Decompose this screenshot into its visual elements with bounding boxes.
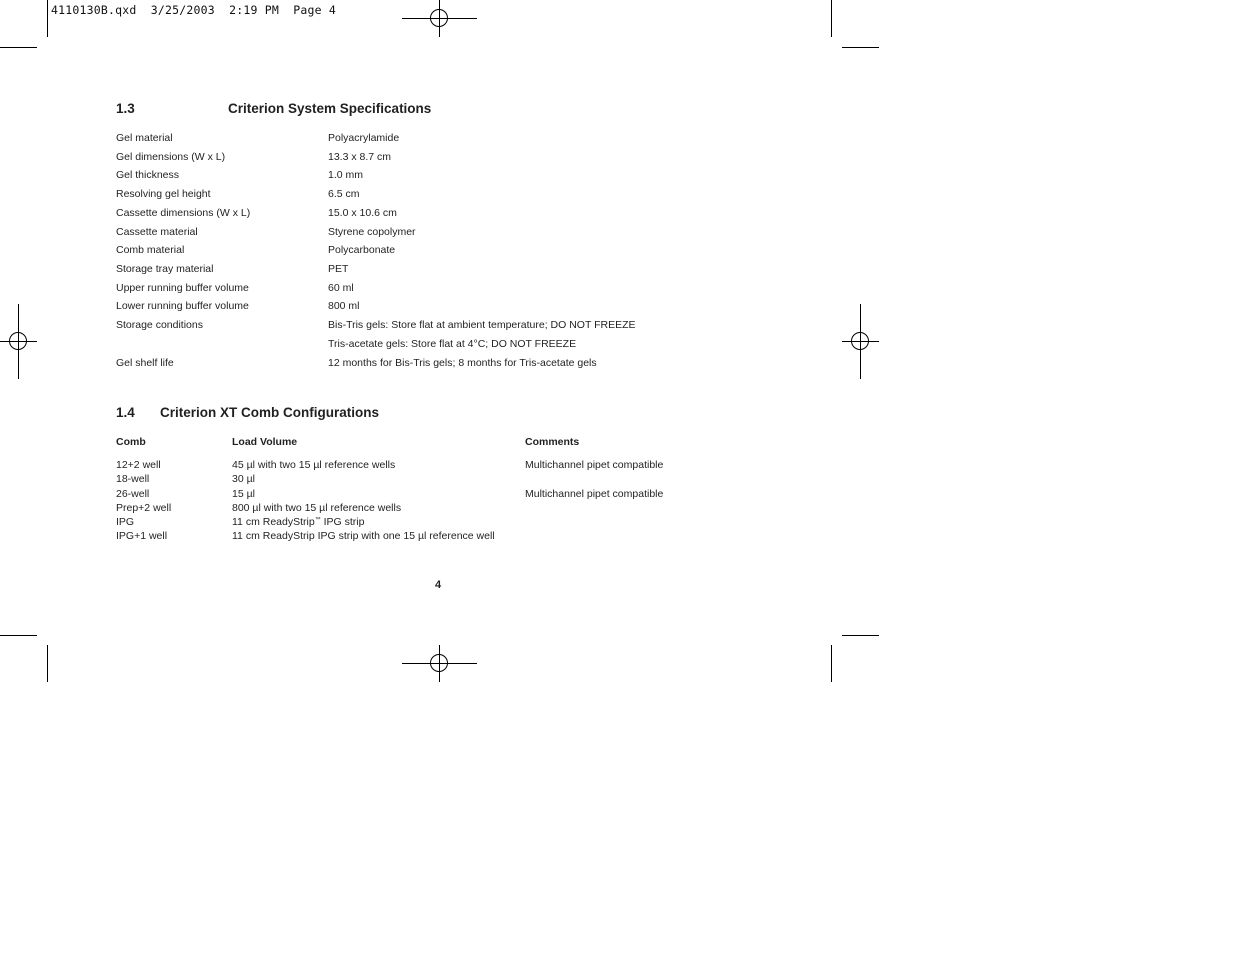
spec-value: 800 ml xyxy=(328,300,360,312)
spec-label: Upper running buffer volume xyxy=(116,282,249,294)
spec-value: 13.3 x 8.7 cm xyxy=(328,151,392,163)
spec-label: Gel thickness xyxy=(116,169,180,181)
spec-label: Gel material xyxy=(116,132,173,144)
load-volume: 800 µl with two 15 µl reference wells xyxy=(232,502,402,514)
spec-value: 12 months for Bis-Tris gels; 8 months for Tris-acetate gels xyxy=(328,357,597,369)
spec-value: Polycarbonate xyxy=(328,244,396,256)
spec-label: Cassette dimensions (W x L) xyxy=(116,207,251,219)
section-title-comb-configurations: Criterion XT Comb Configurations xyxy=(160,405,379,420)
comb-name: 12+2 well xyxy=(116,459,161,471)
spec-label: Storage conditions xyxy=(116,319,203,331)
load-volume: 45 µl with two 15 µl reference wells xyxy=(232,459,396,471)
column-header-load-volume: Load Volume xyxy=(232,436,298,448)
column-header-comments: Comments xyxy=(525,436,580,448)
comment: Multichannel pipet compatible xyxy=(525,459,664,471)
spec-value: Polyacrylamide xyxy=(328,132,400,144)
page-number: 4 xyxy=(435,579,442,591)
spec-label: Storage tray material xyxy=(116,263,214,275)
spec-value: 6.5 cm xyxy=(328,188,360,200)
spec-label: Gel shelf life xyxy=(116,357,174,369)
spec-value: Tris-acetate gels: Store flat at 4°C; DO NOT FREEZE xyxy=(328,338,577,350)
load-volume: 11 cm ReadyStrip IPG strip with one 15 µl reference well xyxy=(232,530,495,542)
load-volume: 15 µl xyxy=(232,488,255,500)
section-number-1-3: 1.3 xyxy=(116,101,135,116)
spec-value: Bis-Tris gels: Store flat at ambient temperature; DO NOT FREEZE xyxy=(328,319,636,331)
comb-name: IPG xyxy=(116,516,135,528)
spec-label: Resolving gel height xyxy=(116,188,211,200)
spec-label: Comb material xyxy=(116,244,185,256)
comb-name: 26-well xyxy=(116,488,150,500)
spec-value: 1.0 mm xyxy=(328,169,364,181)
spec-label: Gel dimensions (W x L) xyxy=(116,151,226,163)
file-slug: 4110130B.qxd 3/25/2003 2:19 PM Page 4 xyxy=(51,3,336,17)
spec-value: 60 ml xyxy=(328,282,354,294)
spec-label: Lower running buffer volume xyxy=(116,300,249,312)
trademark-symbol: ™ xyxy=(314,517,321,523)
load-volume-text-after: IPG strip xyxy=(320,516,365,528)
load-volume: 30 µl xyxy=(232,473,255,485)
column-header-comb: Comb xyxy=(116,436,146,448)
spec-value: Styrene copolymer xyxy=(328,226,416,238)
comb-name: 18-well xyxy=(116,473,150,485)
load-volume-text: 11 cm ReadyStrip xyxy=(232,516,315,528)
spec-label: Cassette material xyxy=(116,226,198,238)
load-volume xyxy=(232,516,364,528)
comb-name: Prep+2 well xyxy=(116,502,172,514)
section-title-specifications: Criterion System Specifications xyxy=(228,101,432,116)
spec-value: PET xyxy=(328,263,349,275)
section-number-1-4: 1.4 xyxy=(116,405,135,420)
comment: Multichannel pipet compatible xyxy=(525,488,664,500)
spec-value: 15.0 x 10.6 cm xyxy=(328,207,397,219)
comb-name: IPG+1 well xyxy=(116,530,168,542)
